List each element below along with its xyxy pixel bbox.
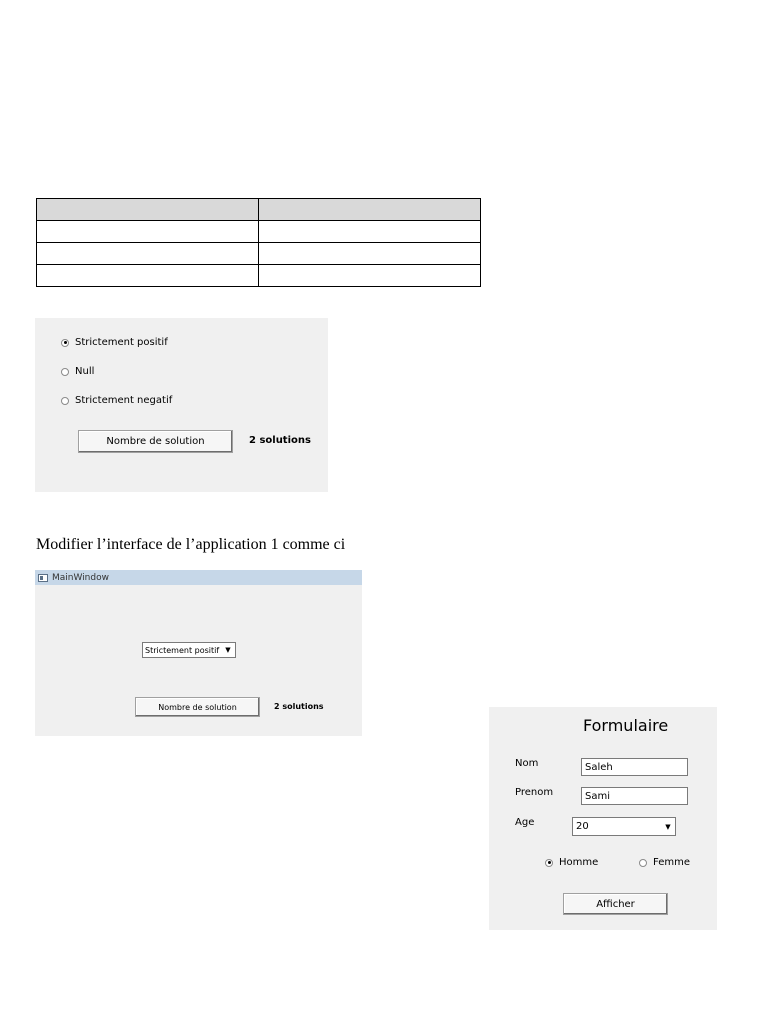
result-label: 2 solutions: [274, 702, 324, 711]
table-header-row: [37, 199, 481, 221]
prenom-label: Prenom: [515, 787, 554, 798]
radio-strictement-negatif[interactable]: [61, 395, 172, 406]
window-app-icon: [38, 574, 48, 582]
form-title: Formulaire: [583, 716, 669, 735]
radio-label: Strictement positif: [75, 337, 168, 348]
formulaire-window: [489, 707, 717, 930]
sign-combobox[interactable]: [142, 642, 236, 658]
empty-table: [36, 198, 481, 287]
table-cell: [37, 221, 259, 243]
radio-homme[interactable]: [545, 857, 598, 868]
radio-strictement-positif[interactable]: [61, 337, 168, 348]
table-row: [37, 265, 481, 287]
radio-femme[interactable]: [639, 857, 690, 868]
prenom-input[interactable]: Sami: [581, 787, 688, 805]
age-label: Age: [515, 817, 535, 828]
radio-checked-icon: [61, 339, 69, 347]
table-row: [37, 221, 481, 243]
radio-label: Strictement negatif: [75, 395, 173, 406]
window-titlebar[interactable]: [35, 570, 362, 585]
afficher-button[interactable]: Afficher: [563, 893, 668, 915]
nombre-de-solution-button[interactable]: Nombre de solution: [78, 430, 233, 453]
radio-unchecked-icon: [639, 859, 647, 867]
table-cell: [259, 243, 481, 265]
radio-label: Femme: [653, 857, 690, 868]
result-label: 2 solutions: [249, 435, 311, 446]
radio-unchecked-icon: [61, 397, 69, 405]
nom-input[interactable]: Saleh: [581, 758, 688, 776]
table-row: [37, 243, 481, 265]
nom-label: Nom: [515, 758, 539, 769]
instruction-text: Modifier l’interface de l’application 1 comme ci: [36, 536, 346, 553]
chevron-down-icon[interactable]: ▼: [225, 646, 231, 654]
table-cell: [37, 265, 259, 287]
chevron-down-icon[interactable]: ▼: [665, 823, 671, 831]
age-combobox[interactable]: [572, 817, 676, 836]
radio-label: Null: [75, 366, 95, 377]
main-window: [35, 570, 362, 736]
table-cell: [37, 199, 259, 221]
app1-panel: [35, 318, 328, 492]
combo-value: 20: [576, 821, 589, 832]
radio-null[interactable]: [61, 366, 94, 377]
window-title: MainWindow: [52, 572, 109, 583]
combo-value: Strictement positif: [145, 645, 220, 655]
radio-checked-icon: [545, 859, 553, 867]
table-cell: [37, 243, 259, 265]
table-cell: [259, 199, 481, 221]
table-cell: [259, 265, 481, 287]
radio-label: Homme: [559, 857, 599, 868]
radio-unchecked-icon: [61, 368, 69, 376]
nombre-de-solution-button[interactable]: Nombre de solution: [135, 697, 260, 717]
table-cell: [259, 221, 481, 243]
